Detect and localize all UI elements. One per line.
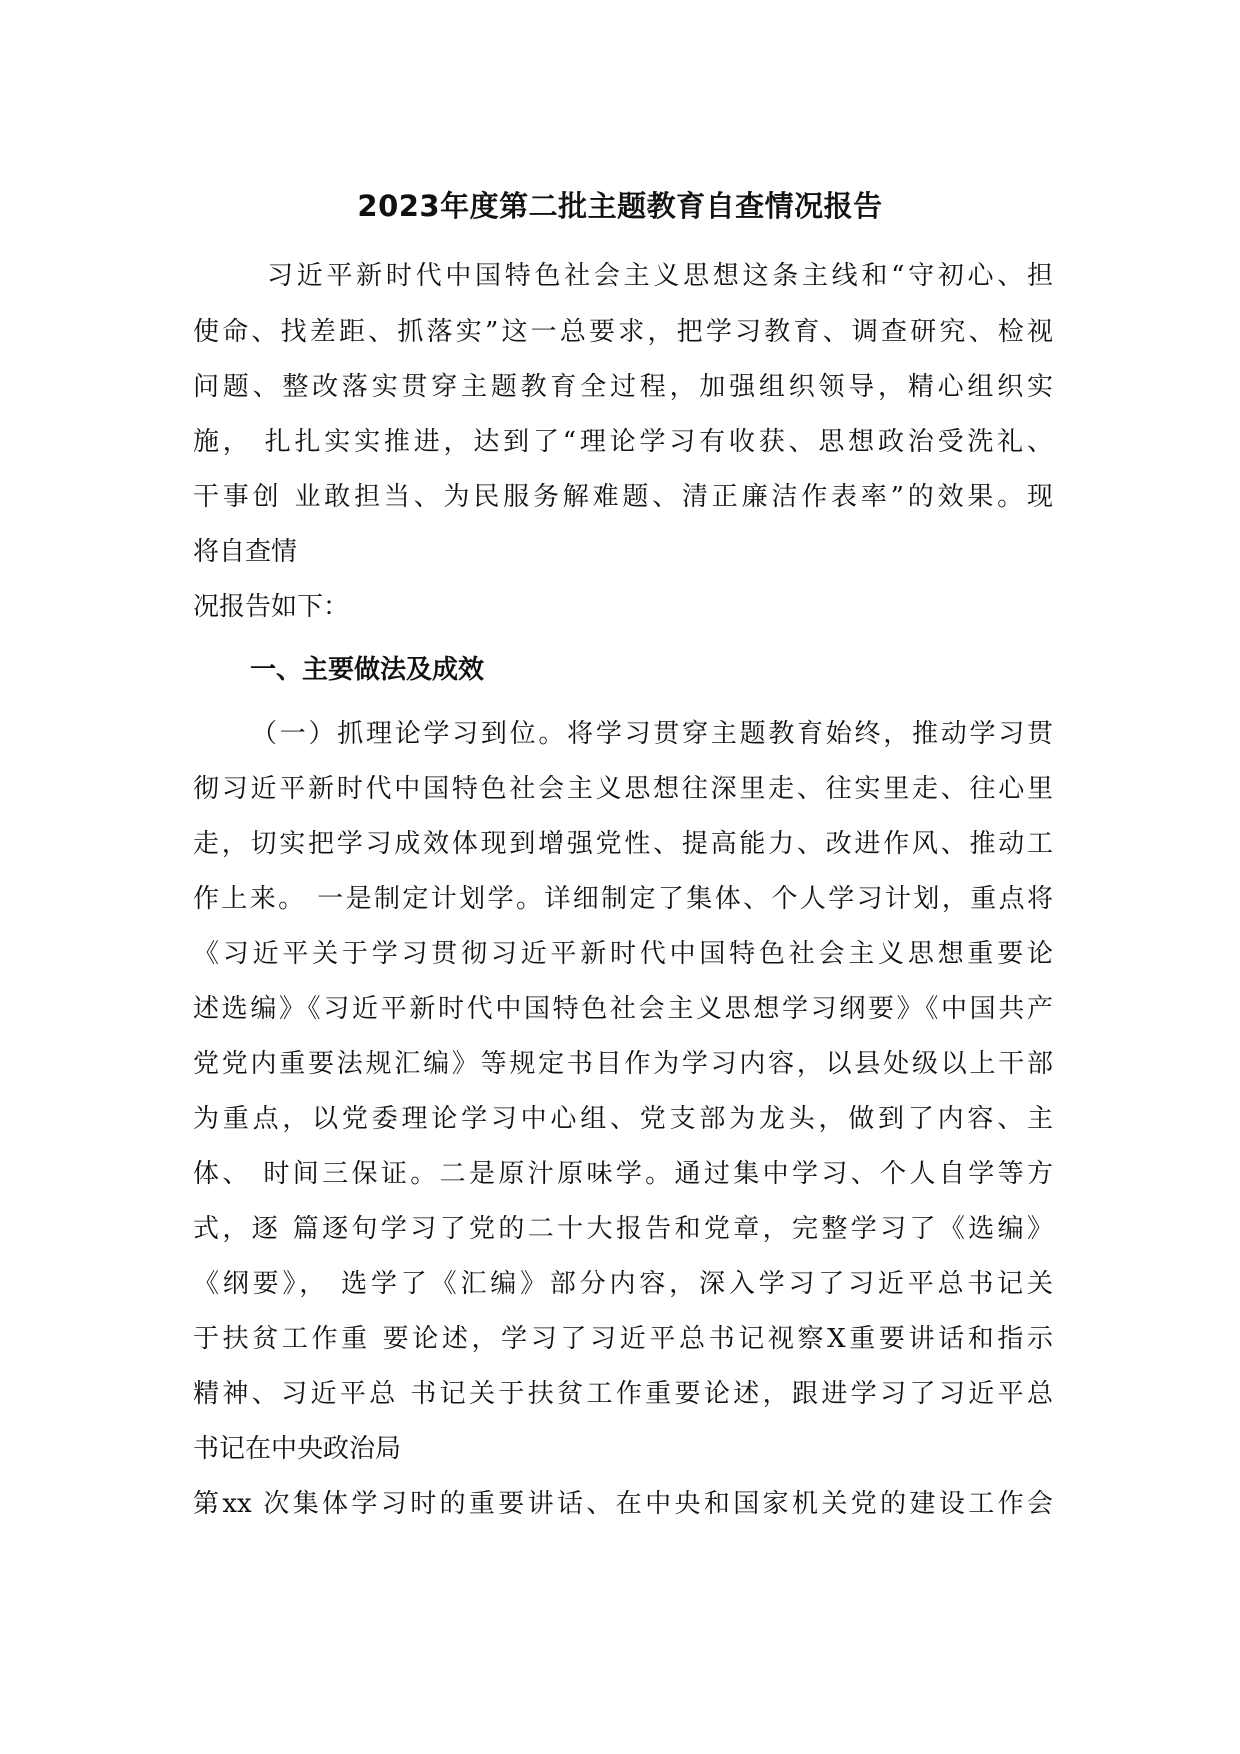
paragraph-line: 将自查情 [193, 537, 298, 567]
paragraph-line: 精神、习近平总 书记关于扶贫工作重要论述，跟进学习了习近平总 [193, 1379, 1053, 1409]
paragraph-line: 干事创 业敢担当、为民服务解难题、清正廉洁作表率”的效果。现 [193, 482, 1053, 512]
paragraph-line: 述选编》《习近平新时代中国特色社会主义思想学习纲要》《中国共产 [193, 994, 1053, 1024]
paragraph-line: 走，切实把学习成效体现到增强党性、提高能力、改进作风、推动工 [193, 829, 1053, 859]
paragraph-line: 《纲要》， 选学了《汇编》部分内容，深入学习了习近平总书记关 [193, 1269, 1053, 1299]
paragraph-line: 使命、找差距、抓落实”这一总要求，把学习教育、调查研究、检视 [193, 317, 1053, 347]
paragraph-line: 于扶贫工作重 要论述，学习了习近平总书记视察X重要讲话和指示 [193, 1324, 1053, 1354]
paragraph-line: 体、 时间三保证。二是原汁原味学。通过集中学习、个人自学等方 [193, 1159, 1053, 1189]
paragraph-line: 况报告如下： [193, 592, 350, 622]
paragraph-line: 为重点，以党委理论学习中心组、党支部为龙头，做到了内容、主 [193, 1104, 1053, 1134]
paragraph-line: 施， 扎扎实实推进，达到了“理论学习有收获、思想政治受洗礼、 [193, 427, 1053, 457]
section-heading: 一、主要做法及成效 [250, 655, 485, 685]
paragraph-line: （一）抓理论学习到位。将学习贯穿主题教育始终，推动学习贯 [251, 719, 1053, 749]
paragraph-line: 第xx 次集体学习时的重要讲话、在中央和国家机关党的建设工作会 [193, 1489, 1053, 1519]
paragraph-line: 作上来。 一是制定计划学。详细制定了集体、个人学习计划，重点将 [193, 884, 1053, 914]
paragraph-line: 彻习近平新时代中国特色社会主义思想往深里走、往实里走、往心里 [193, 774, 1053, 804]
document-title: 2023年度第二批主题教育自查情况报告 [357, 189, 883, 223]
paragraph-line: 《习近平关于学习贯彻习近平新时代中国特色社会主义思想重要论 [193, 939, 1053, 969]
paragraph-line: 书记在中央政治局 [193, 1434, 402, 1464]
paragraph-line: 党党内重要法规汇编》等规定书目作为学习内容，以县处级以上干部 [193, 1049, 1053, 1079]
paragraph-line: 问题、整改落实贯穿主题教育全过程，加强组织领导，精心组织实 [193, 372, 1053, 402]
paragraph-line: 式，逐 篇逐句学习了党的二十大报告和党章，完整学习了《选编》 [193, 1214, 1053, 1244]
paragraph-line: 习近平新时代中国特色社会主义思想这条主线和“守初心、担 [267, 261, 1053, 291]
